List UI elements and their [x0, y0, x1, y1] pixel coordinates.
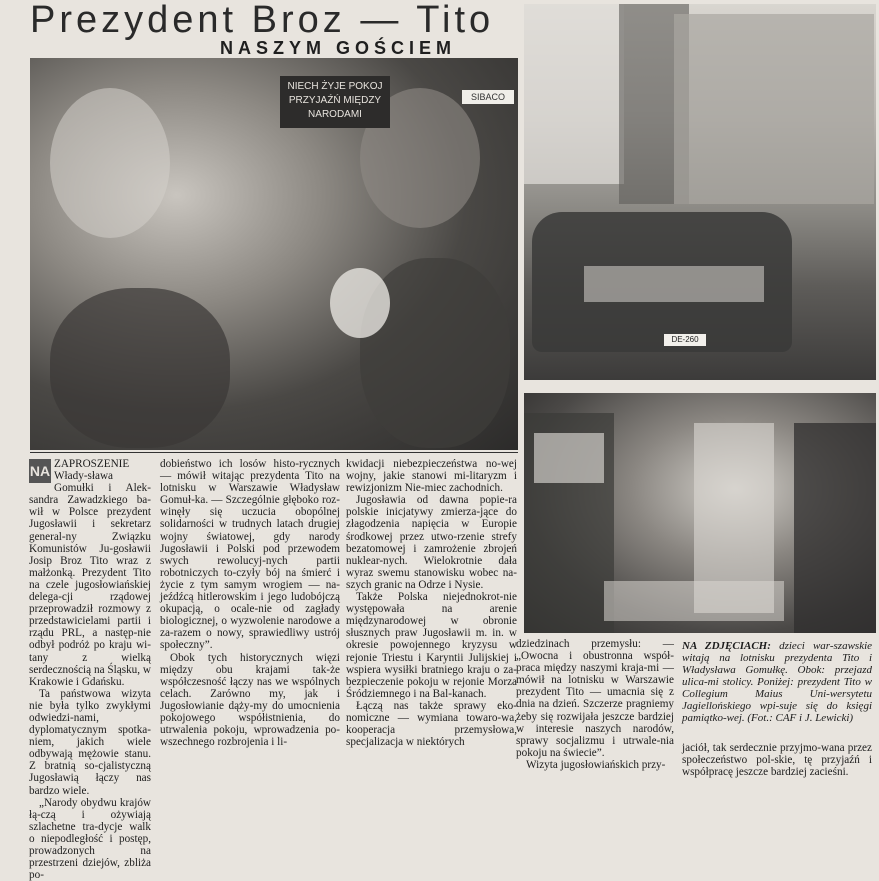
article-paragraph: Łączą nas także sprawy eko-nomiczne — wymiana towaro-wa, kooperacja przemysłowa, specjalizacja w niektórych [346, 699, 517, 749]
article-paragraph: kwidacji niebezpieczeństwa no-wej wojny, jakie stanowi mi-litaryzm i rewizjonizm Nie-miec zachodnich. [346, 458, 517, 495]
article-paragraph: Wizyta jugosłowiańskich przy- [526, 758, 666, 771]
caption-text: dzieci war-szawskie witają na lotnisku prezydenta Tito i Władysława Gomułkę. Obok: przejazd ulica-mi stolicy. Poniżej: prezydent Tito w Collegium Maius Uni-wersytetu Jagiellońskiego wpi-suje się do księgi pamiątko-wej. (Fot.: CAF i J. Lewicki) [682, 640, 873, 724]
photo-airport-welcome [30, 58, 518, 450]
photo-caption [682, 640, 872, 724]
article-paragraph: dobieństwo ich losów histo-rycznych — mówił witając prezydenta Tito na lotnisku w Warszawie Władysław Gomuł-ka. — Szczególnie głęboko roz-winęły się uczucia obopólnej solidarności w trudnych latach drugiej wojny światowej, gdy narody Jugosławii i Polski pod przewodem swych rewolucyj-nych partii robotniczych to-czyły bój na śmierć i życie z tym samym wrogiem — na-jeźdźcą hitlerowskim i jego ludobójczą okupacją, o ocale-nie od zagłady biologicznej, o wyzwolenie narodowe a za-razem o nowy, sprawiedliwy ustrój społeczny”. [160, 458, 340, 652]
article-paragraph: Jugosławia od dawna popie-ra polskie inicjatywy zmierza-jące do złagodzenia napięcia w Europie środkowej przez utwo-rzenie strefy bezatomowej i zamrożenie zbrojeń nuklear-nych. Wielokrotnie dała wyraz swemu stanowisku wobec na-szych granic na Odrze i Nysie. [346, 494, 517, 591]
divider [30, 452, 518, 453]
article-column-4 [516, 638, 674, 771]
article-paragraph: Obok tych historycznych więzi między obu krajami tak-że współczesność łączy nas we wspólnych celach. Zarówno my, jak i Jugosłowianie dąży-my do umocnienia pokojowego współistnienia, do utrwalenia pokoju, wprowadzenia po-wszechnego rozbrojenia i li- [160, 651, 340, 749]
photo-banner [280, 76, 390, 128]
article-paragraph: jaciół, tak serdecznie przyjmo-wana przez społeczeństwo pol-skie, tę przyjaźń i współpracę jeszcze bardziej zacieśni. [682, 742, 872, 779]
article-column-3 [346, 458, 517, 748]
drop-cap: NA [29, 459, 51, 483]
photo-sign: SIBACO [462, 90, 514, 104]
page-title: Prezydent Broz — Tito [30, 0, 495, 41]
article-column-1 [29, 458, 151, 881]
photo-collegium-maius [524, 393, 876, 633]
photo-motorcade [524, 4, 876, 380]
article-paragraph: „Narody obydwu krajów łą-czą i ożywiają szlachetne tra-dycje walk o niepodległość i postęp, prowadzonych na przestrzeni dziejów, zbliża po- [29, 796, 151, 881]
page-subtitle: NASZYM GOŚCIEM [220, 38, 457, 58]
article-paragraph: Także Polska niejednokrot-nie występowała na arenie międzynarodowej w obronie słusznych praw Jugosławii m. in. w okresie powojennego kryzysu w rejonie Triestu i Karyntii Julijskiej i wspiera wysiłki bratniego kraju o za-bezpieczenie pokoju w rejonie Morza Śródziemnego i na Bal-kanach. [346, 591, 517, 700]
article-paragraph: ZAPROSZENIE Włady-sława Gomułki i Alek-sandra Zawadzkiego ba-wił w Polsce prezydent Jugosławii i sekretarz general-ny Związku Komunistów Ju-gosławii Josip Broz Tito wraz z małżonką. Prezydent Tito na czele jugosłowiańskiej delega-cji rządowej przeprowadził rozmowy z przedstawicielami partii i rządu PRL, a następ-nie odbył podróż po kraju wi-tany z wielką serdecznością na Śląsku, w Krakowie i Gdańsku. [29, 458, 151, 688]
caption-lead: NA ZDJĘCIACH: [682, 640, 771, 652]
article-column-5 [682, 742, 872, 778]
article-paragraph: Ta państwowa wizyta nie była tylko zwykłymi odwiedzi-nami, dyplomatycznym spotka-niem, jakich wiele odbywają mężowie stanu. Z bratnią so-cjalistyczną Jugosławią łączy nas bardzo wiele. [29, 687, 151, 797]
article-column-2 [160, 458, 340, 748]
license-plate: DE-260 [664, 334, 706, 346]
photo-banner-text: NIECH ŻYJE POKOJ PRZYJAŹŃ MIĘDZY NARODAMI [287, 81, 383, 120]
article-paragraph: dziedzinach przemysłu: — „Owocna i obustronna współ-praca między naszymi kraja-mi — mówił na lotnisku w Warszawie prezydent Tito — umacnia się z dnia na dzień. Szczerze pragniemy żeby się rozwijała jeszcze bardziej w interesie naszych narodów, sprawy socjalizmu i utrwale-nia pokoju na świecie”. [516, 638, 674, 759]
